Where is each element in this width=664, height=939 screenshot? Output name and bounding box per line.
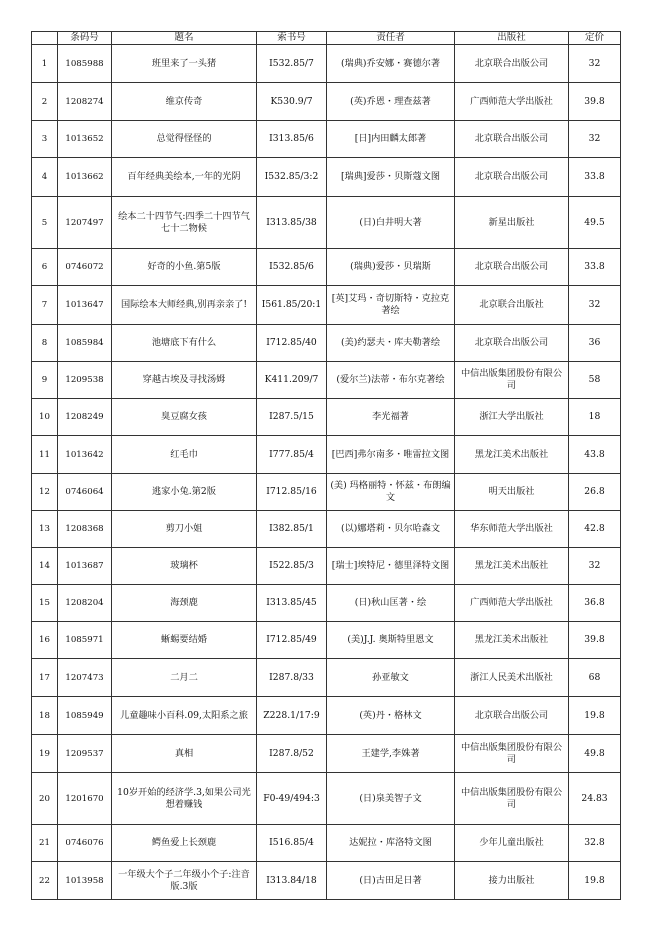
- cell-index: 4: [32, 158, 58, 197]
- cell-publisher: 接力出版社: [455, 862, 569, 900]
- cell-publisher: 北京联合出版公司: [455, 158, 569, 197]
- cell-call-number: I522.85/3: [257, 548, 327, 585]
- table-row: [32, 622, 621, 659]
- cell-index: 14: [32, 548, 58, 585]
- table-row: [32, 197, 621, 249]
- table-row: [32, 659, 621, 697]
- cell-publisher: 北京联合出版社: [455, 286, 569, 325]
- cell-barcode: 1208204: [58, 585, 112, 622]
- cell-publisher: 新星出版社: [455, 197, 569, 249]
- cell-barcode: 1013647: [58, 286, 112, 325]
- cell-price: 32: [569, 45, 621, 83]
- cell-call-number: I712.85/40: [257, 325, 327, 362]
- cell-author: [巴西]弗尔南多・唯雷拉文图: [327, 436, 455, 474]
- cell-publisher: 中信出版集团股份有限公司: [455, 735, 569, 773]
- cell-author: [日]内田麟太郎著: [327, 121, 455, 158]
- cell-price: 26.8: [569, 474, 621, 511]
- cell-publisher: 中信出版集团股份有限公司: [455, 362, 569, 399]
- table-row: [32, 83, 621, 121]
- cell-price: 68: [569, 659, 621, 697]
- cell-title: 臭豆腐女孩: [112, 399, 257, 436]
- cell-price: 32: [569, 548, 621, 585]
- cell-call-number: I382.85/1: [257, 511, 327, 548]
- cell-call-number: I516.85/4: [257, 825, 327, 862]
- cell-barcode: 1209537: [58, 735, 112, 773]
- cell-index: 15: [32, 585, 58, 622]
- header-barcode: 条码号: [58, 32, 112, 45]
- header-call-number: 索书号: [257, 32, 327, 45]
- cell-title: 蜥蜴要结婚: [112, 622, 257, 659]
- cell-title: 百年经典美绘本,一年的光阴: [112, 158, 257, 197]
- cell-author: 李光福著: [327, 399, 455, 436]
- cell-title: 10岁开始的经济学.3,如果公司光想着赚钱: [112, 773, 257, 825]
- cell-title: 鳄鱼爱上长颈鹿: [112, 825, 257, 862]
- cell-title: 绘本二十四节气:四季二十四节气七十二物候: [112, 197, 257, 249]
- cell-price: 39.8: [569, 622, 621, 659]
- cell-index: 18: [32, 697, 58, 735]
- cell-price: 19.8: [569, 697, 621, 735]
- cell-barcode: 0746072: [58, 249, 112, 286]
- cell-call-number: I287.8/52: [257, 735, 327, 773]
- cell-call-number: I287.8/33: [257, 659, 327, 697]
- cell-author: (日)古田足日著: [327, 862, 455, 900]
- cell-publisher: 华东师范大学出版社: [455, 511, 569, 548]
- table-row: [32, 585, 621, 622]
- cell-barcode: 1208274: [58, 83, 112, 121]
- cell-index: 11: [32, 436, 58, 474]
- cell-author: (美)约瑟夫・库夫勒著绘: [327, 325, 455, 362]
- table-row: [32, 474, 621, 511]
- cell-publisher: 浙江大学出版社: [455, 399, 569, 436]
- cell-publisher: 北京联合出版公司: [455, 325, 569, 362]
- cell-price: 32.8: [569, 825, 621, 862]
- cell-call-number: I313.84/18: [257, 862, 327, 900]
- cell-title: 红毛巾: [112, 436, 257, 474]
- cell-call-number: Z228.1/17:9: [257, 697, 327, 735]
- cell-publisher: 广西师范大学出版社: [455, 585, 569, 622]
- cell-call-number: I712.85/49: [257, 622, 327, 659]
- cell-publisher: 少年儿童出版社: [455, 825, 569, 862]
- cell-price: 18: [569, 399, 621, 436]
- cell-index: 2: [32, 83, 58, 121]
- cell-publisher: 北京联合出版公司: [455, 697, 569, 735]
- cell-price: 49.8: [569, 735, 621, 773]
- cell-barcode: 1013642: [58, 436, 112, 474]
- header-publisher: 出版社: [455, 32, 569, 45]
- table-row: [32, 325, 621, 362]
- cell-call-number: I561.85/20:1: [257, 286, 327, 325]
- cell-price: 58: [569, 362, 621, 399]
- cell-publisher: 黑龙江美术出版社: [455, 436, 569, 474]
- table-row: [32, 825, 621, 862]
- cell-index: 6: [32, 249, 58, 286]
- cell-barcode: 1085984: [58, 325, 112, 362]
- cell-barcode: 1085949: [58, 697, 112, 735]
- cell-price: 24.83: [569, 773, 621, 825]
- cell-publisher: 中信出版集团股份有限公司: [455, 773, 569, 825]
- cell-publisher: 北京联合出版公司: [455, 45, 569, 83]
- cell-title: 一年级大个子二年级小个子:注音版.3版: [112, 862, 257, 900]
- cell-index: 22: [32, 862, 58, 900]
- cell-author: 王建学,李姝著: [327, 735, 455, 773]
- cell-price: 32: [569, 121, 621, 158]
- cell-call-number: I313.85/38: [257, 197, 327, 249]
- cell-title: 剪刀小姐: [112, 511, 257, 548]
- cell-barcode: 0746076: [58, 825, 112, 862]
- table-row: [32, 697, 621, 735]
- cell-price: 33.8: [569, 158, 621, 197]
- cell-author: (瑞典)乔安娜・赛德尔著: [327, 45, 455, 83]
- cell-author: [瑞典]爱莎・贝斯蔻文图: [327, 158, 455, 197]
- cell-author: 达妮拉・库洛特文图: [327, 825, 455, 862]
- cell-author: (日)泉美智子文: [327, 773, 455, 825]
- table-row: [32, 121, 621, 158]
- cell-publisher: 浙江人民美术出版社: [455, 659, 569, 697]
- table-row: [32, 735, 621, 773]
- cell-publisher: 黑龙江美术出版社: [455, 622, 569, 659]
- cell-call-number: I532.85/6: [257, 249, 327, 286]
- cell-index: 20: [32, 773, 58, 825]
- table-row: [32, 548, 621, 585]
- cell-barcode: 1207497: [58, 197, 112, 249]
- header-row: [32, 32, 621, 45]
- header-index: [32, 32, 58, 45]
- cell-title: 儿童趣味小百科.09,太阳系之旅: [112, 697, 257, 735]
- cell-author: (日)秋山匡著・绘: [327, 585, 455, 622]
- cell-barcode: 1013652: [58, 121, 112, 158]
- cell-title: 逃家小兔.第2版: [112, 474, 257, 511]
- cell-barcode: 1013687: [58, 548, 112, 585]
- cell-title: 海颈鹿: [112, 585, 257, 622]
- cell-barcode: 1201670: [58, 773, 112, 825]
- cell-title: 二月二: [112, 659, 257, 697]
- cell-author: (以)娜塔莉・贝尔哈森文: [327, 511, 455, 548]
- cell-barcode: 1208249: [58, 399, 112, 436]
- cell-barcode: 1209538: [58, 362, 112, 399]
- table-row: [32, 158, 621, 197]
- cell-author: (爱尔兰)法蒂・布尔克著绘: [327, 362, 455, 399]
- cell-title: 维京传奇: [112, 83, 257, 121]
- cell-author: [瑞士]埃特尼・德里泽特文图: [327, 548, 455, 585]
- cell-barcode: 1085971: [58, 622, 112, 659]
- cell-author: (英)乔恩・理查兹著: [327, 83, 455, 121]
- table-row: [32, 249, 621, 286]
- cell-price: 19.8: [569, 862, 621, 900]
- cell-call-number: I532.85/3:2: [257, 158, 327, 197]
- cell-call-number: I313.85/6: [257, 121, 327, 158]
- cell-barcode: 1085988: [58, 45, 112, 83]
- cell-title: 池塘底下有什么: [112, 325, 257, 362]
- cell-call-number: F0-49/494:3: [257, 773, 327, 825]
- cell-barcode: 1013958: [58, 862, 112, 900]
- cell-barcode: 1207473: [58, 659, 112, 697]
- table-row: [32, 436, 621, 474]
- cell-index: 1: [32, 45, 58, 83]
- cell-call-number: I287.5/15: [257, 399, 327, 436]
- cell-index: 21: [32, 825, 58, 862]
- cell-title: 玻璃杯: [112, 548, 257, 585]
- table-row: [32, 286, 621, 325]
- cell-author: (美) 玛格丽特・怀兹・布朗编文: [327, 474, 455, 511]
- cell-author: (瑞典)爱莎・贝瑞斯: [327, 249, 455, 286]
- header-price: 定价: [569, 32, 621, 45]
- cell-title: 班里来了一头猪: [112, 45, 257, 83]
- cell-title: 国际绘本大师经典,别再亲亲了!: [112, 286, 257, 325]
- cell-index: 13: [32, 511, 58, 548]
- cell-publisher: 黑龙江美术出版社: [455, 548, 569, 585]
- cell-publisher: 北京联合出版公司: [455, 249, 569, 286]
- cell-index: 5: [32, 197, 58, 249]
- cell-index: 16: [32, 622, 58, 659]
- cell-index: 9: [32, 362, 58, 399]
- cell-price: 42.8: [569, 511, 621, 548]
- cell-barcode: 1013662: [58, 158, 112, 197]
- cell-index: 19: [32, 735, 58, 773]
- cell-index: 17: [32, 659, 58, 697]
- cell-index: 3: [32, 121, 58, 158]
- cell-call-number: I532.85/7: [257, 45, 327, 83]
- header-title: 题名: [112, 32, 257, 45]
- cell-price: 36: [569, 325, 621, 362]
- table-row: [32, 773, 621, 825]
- table-row: [32, 399, 621, 436]
- cell-index: 10: [32, 399, 58, 436]
- cell-author: 孙亚敏文: [327, 659, 455, 697]
- cell-price: 49.5: [569, 197, 621, 249]
- table-row: [32, 862, 621, 900]
- cell-index: 7: [32, 286, 58, 325]
- table-row: [32, 362, 621, 399]
- cell-publisher: 广西师范大学出版社: [455, 83, 569, 121]
- cell-title: 真相: [112, 735, 257, 773]
- cell-call-number: I777.85/4: [257, 436, 327, 474]
- cell-author: (英)丹・格林文: [327, 697, 455, 735]
- cell-index: 8: [32, 325, 58, 362]
- table-row: [32, 45, 621, 83]
- cell-publisher: 明天出版社: [455, 474, 569, 511]
- cell-call-number: I712.85/16: [257, 474, 327, 511]
- cell-publisher: 北京联合出版公司: [455, 121, 569, 158]
- cell-title: 穿越古埃及寻找汤姆: [112, 362, 257, 399]
- cell-index: 12: [32, 474, 58, 511]
- cell-price: 33.8: [569, 249, 621, 286]
- cell-price: 32: [569, 286, 621, 325]
- cell-barcode: 1208368: [58, 511, 112, 548]
- cell-author: (日)白井明大著: [327, 197, 455, 249]
- cell-title: 总觉得怪怪的: [112, 121, 257, 158]
- header-author: 责任者: [327, 32, 455, 45]
- cell-price: 36.8: [569, 585, 621, 622]
- cell-call-number: K530.9/7: [257, 83, 327, 121]
- cell-price: 43.8: [569, 436, 621, 474]
- cell-price: 39.8: [569, 83, 621, 121]
- cell-title: 好奇的小鱼.第5版: [112, 249, 257, 286]
- book-table: [31, 31, 621, 900]
- cell-call-number: I313.85/45: [257, 585, 327, 622]
- cell-author: (美)J.J. 奥斯特里恩文: [327, 622, 455, 659]
- cell-author: [英]艾玛・奇切斯特・克拉克著绘: [327, 286, 455, 325]
- cell-call-number: K411.209/7: [257, 362, 327, 399]
- cell-barcode: 0746064: [58, 474, 112, 511]
- table-row: [32, 511, 621, 548]
